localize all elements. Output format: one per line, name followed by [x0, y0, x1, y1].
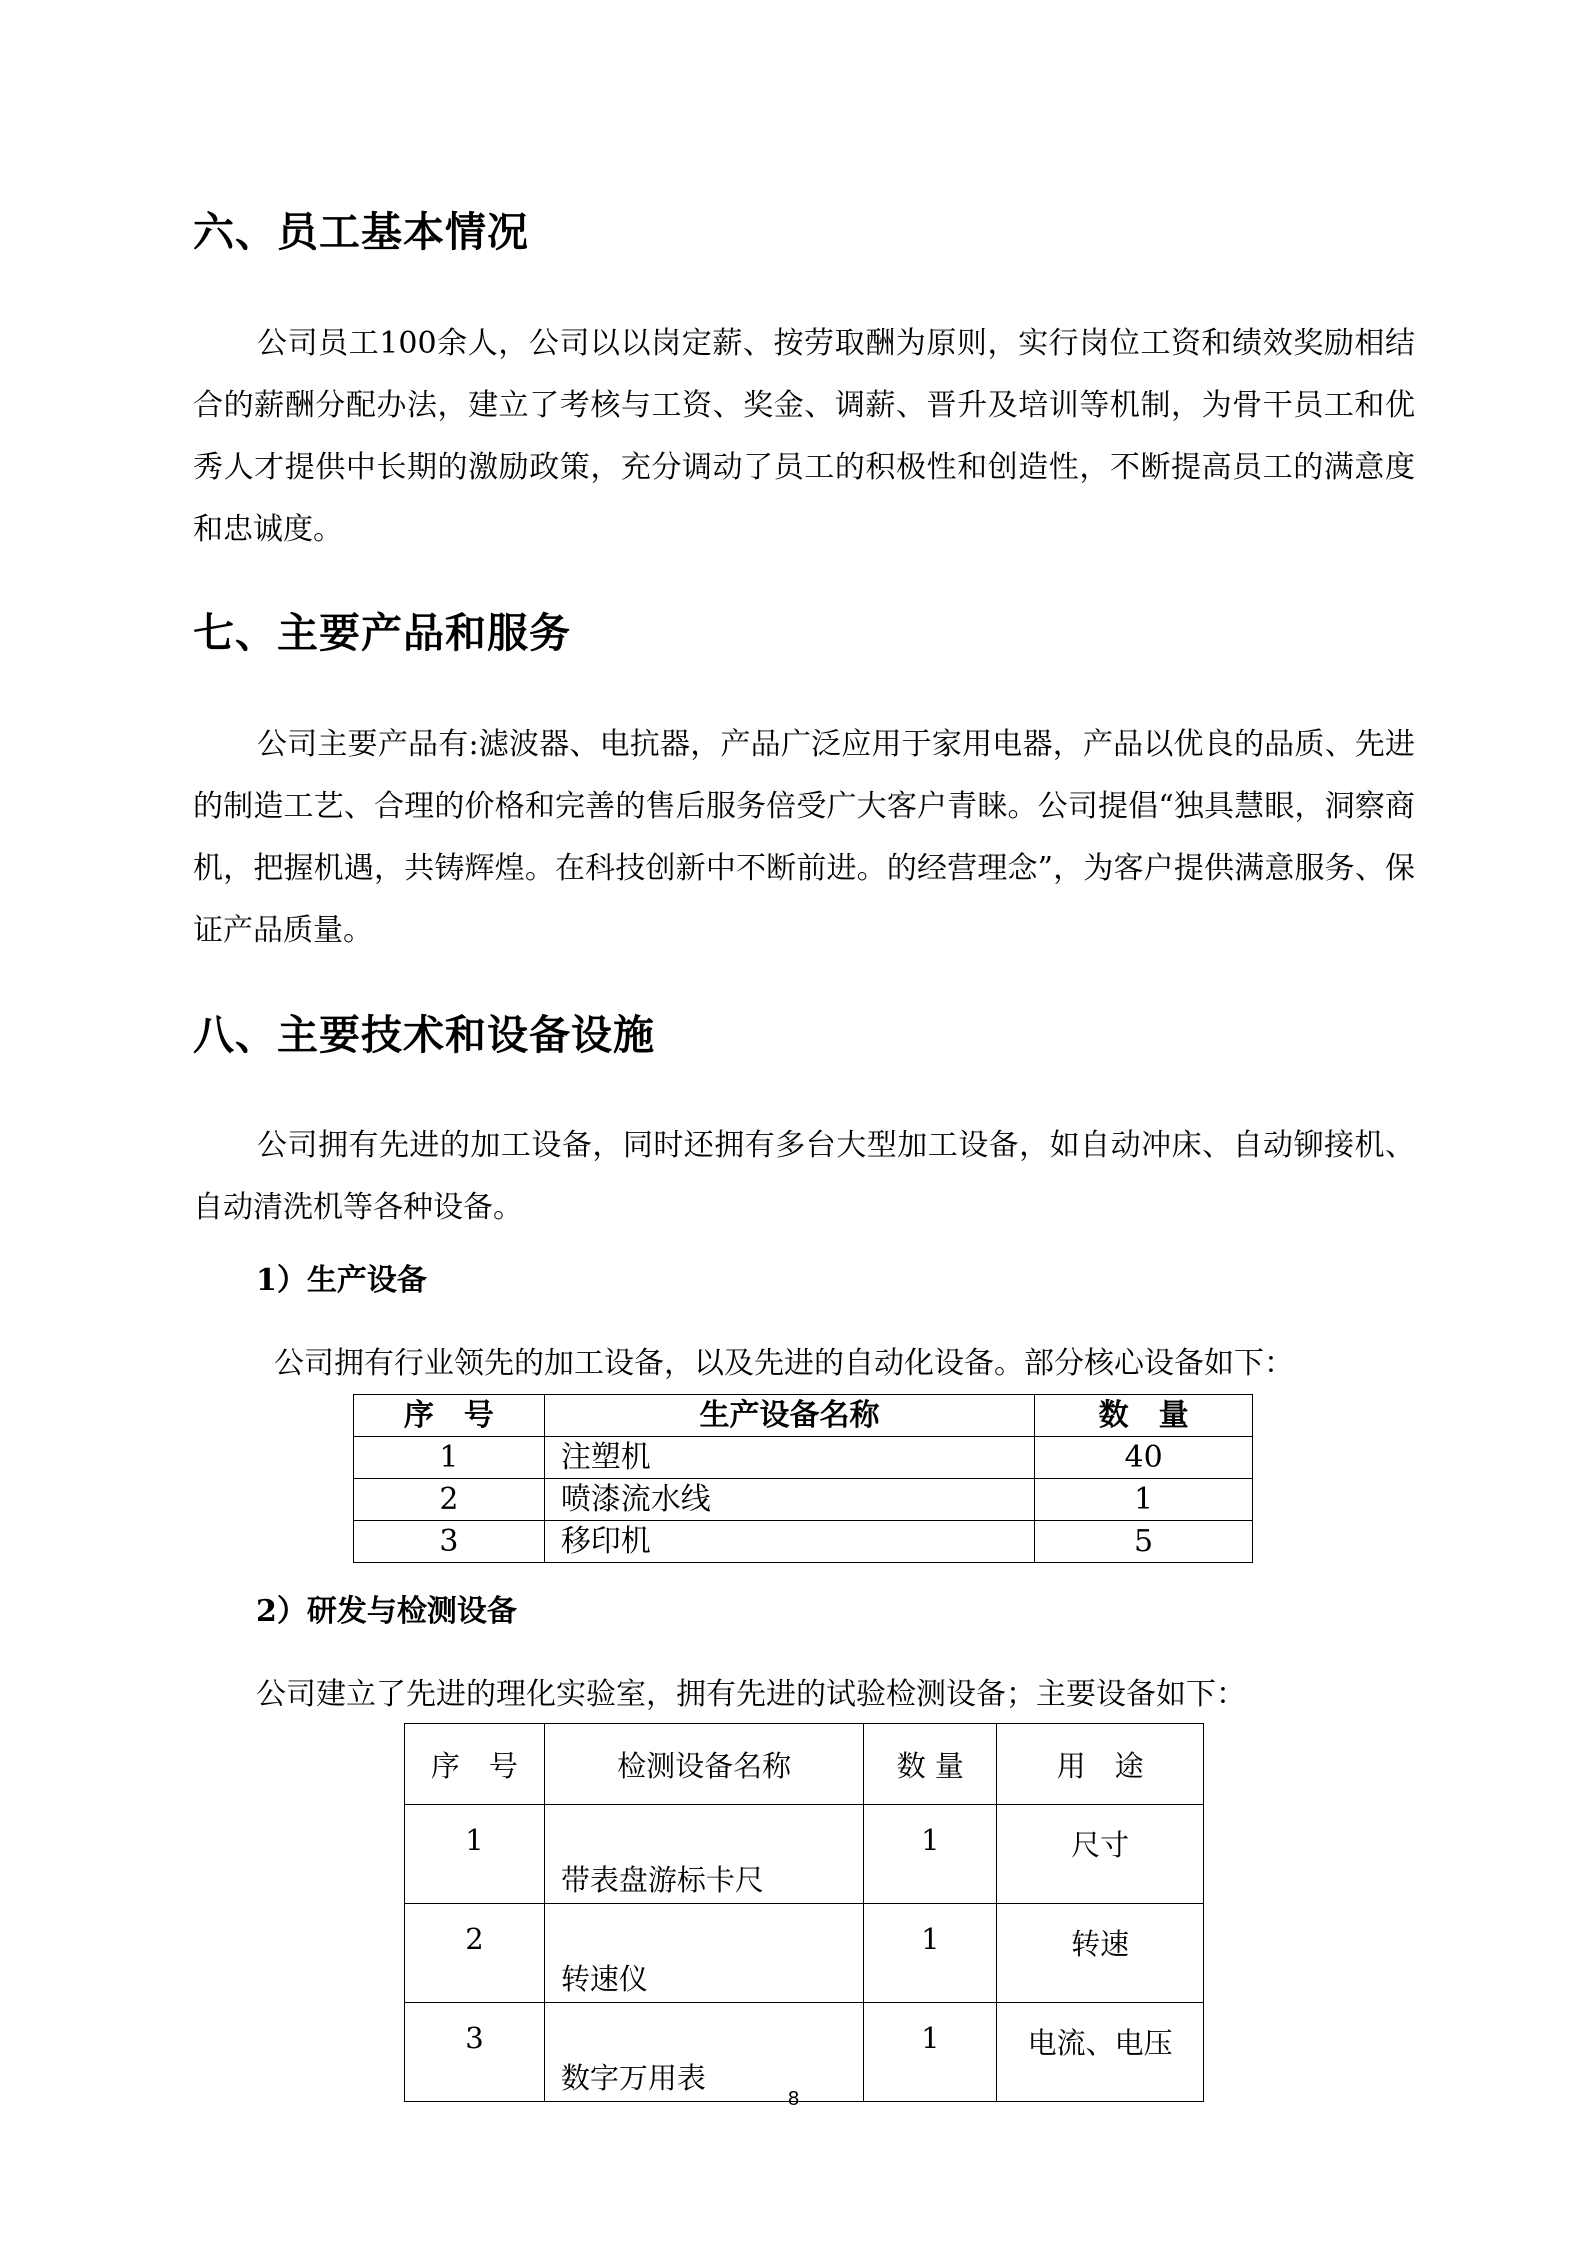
section-heading-employees: 六、员工基本情况 — [193, 208, 529, 256]
subheading-production-equipment: 1）生产设备 — [256, 1263, 427, 1298]
cell-equipment-name: 转速仪 — [544, 1904, 864, 2003]
page-number: 8 — [787, 2088, 800, 2110]
section-paragraph-products: 公司主要产品有:滤波器、电抗器，产品广泛应用于家用电器，产品以优良的品质、先进的制造工艺、合理的价格和完善的售后服务倍受广大客户青睐。公司提倡“独具慧眼，洞察商机，把握机遇，共铸辉煌。在科技创新中不断前进。的经营理念”，为客户提供满意服务、保证产品质量。 — [193, 727, 1415, 948]
cell-equipment-name: 移印机 — [544, 1521, 1034, 1563]
production-equipment-table — [353, 1394, 1253, 1563]
cell-index: 1 — [405, 1805, 545, 1904]
cell-purpose: 尺寸 — [997, 1805, 1204, 1904]
column-header-equipment-name: 检测设备名称 — [544, 1724, 864, 1805]
cell-quantity: 40 — [1035, 1437, 1253, 1479]
cell-index: 2 — [405, 1904, 545, 2003]
cell-quantity: 1 — [1035, 1479, 1253, 1521]
section-heading-products: 七、主要产品和服务 — [193, 609, 571, 657]
production-intro: 公司拥有行业领先的加工设备，以及先进的自动化设备。部分核心设备如下： — [274, 1346, 1294, 1381]
column-header-quantity: 数 量 — [864, 1724, 997, 1805]
cell-index: 1 — [354, 1437, 545, 1479]
column-header-index: 序 号 — [405, 1724, 545, 1805]
table-header-row — [354, 1395, 1253, 1437]
cell-quantity: 1 — [864, 2003, 997, 2102]
table-row — [405, 1805, 1204, 1904]
cell-quantity: 1 — [864, 1904, 997, 2003]
table-row — [354, 1479, 1253, 1521]
cell-quantity: 5 — [1035, 1521, 1253, 1563]
table-row — [405, 2003, 1204, 2102]
cell-purpose: 转速 — [997, 1904, 1204, 2003]
cell-equipment-name: 喷漆流水线 — [544, 1479, 1034, 1521]
table-row — [354, 1521, 1253, 1563]
testing-intro: 公司建立了先进的理化实验室，拥有先进的试验检测设备；主要设备如下： — [256, 1677, 1246, 1712]
table-row — [354, 1437, 1253, 1479]
section-paragraph-employees: 公司员工100余人，公司以以岗定薪、按劳取酬为原则，实行岗位工资和绩效奖励相结合的薪酬分配办法，建立了考核与工资、奖金、调薪、晋升及培训等机制，为骨干员工和优秀人才提供中长期的激励政策，充分调动了员工的积极性和创造性，不断提高员工的满意度和忠诚度。 — [193, 326, 1415, 547]
cell-purpose: 电流、电压 — [997, 2003, 1204, 2102]
cell-equipment-name: 注塑机 — [544, 1437, 1034, 1479]
column-header-purpose: 用 途 — [997, 1724, 1204, 1805]
cell-quantity: 1 — [864, 1805, 997, 1904]
cell-equipment-name: 数字万用表 — [544, 2003, 864, 2102]
table-row — [405, 1904, 1204, 2003]
testing-equipment-table — [404, 1723, 1204, 2102]
column-header-quantity: 数 量 — [1035, 1395, 1253, 1437]
cell-index: 3 — [354, 1521, 545, 1563]
subheading-testing-equipment: 2）研发与检测设备 — [256, 1594, 517, 1629]
column-header-index: 序 号 — [354, 1395, 545, 1437]
table-header-row — [405, 1724, 1204, 1805]
cell-equipment-name: 带表盘游标卡尺 — [544, 1805, 864, 1904]
section-heading-technology: 八、主要技术和设备设施 — [193, 1011, 655, 1059]
section-paragraph-technology: 公司拥有先进的加工设备，同时还拥有多台大型加工设备，如自动冲床、自动铆接机、自动清洗机等各种设备。 — [193, 1128, 1415, 1225]
cell-index: 2 — [354, 1479, 545, 1521]
column-header-equipment-name: 生产设备名称 — [544, 1395, 1034, 1437]
cell-index: 3 — [405, 2003, 545, 2102]
